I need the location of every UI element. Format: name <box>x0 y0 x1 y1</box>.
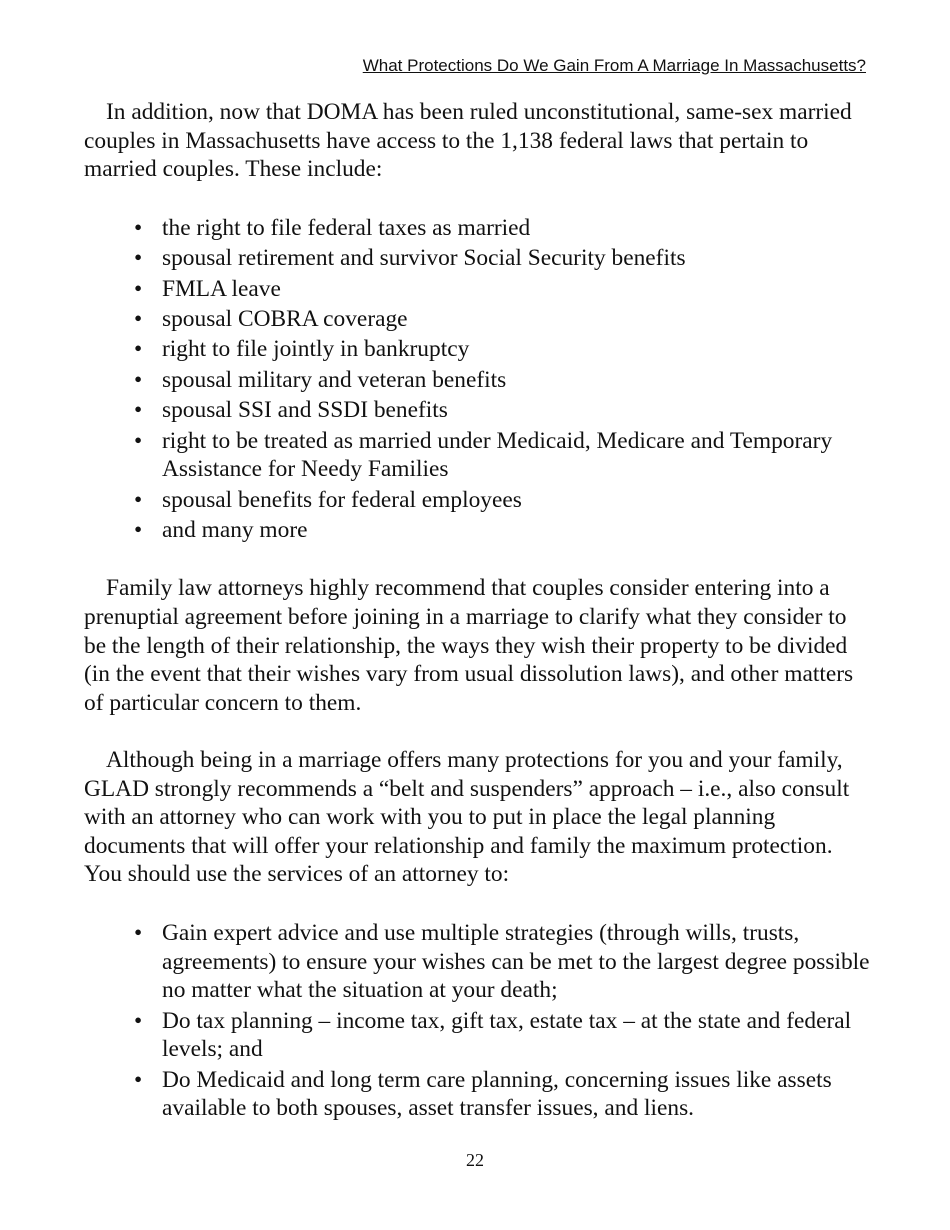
list-item <box>84 335 874 364</box>
bullet-icon: • <box>134 336 143 363</box>
bullet-icon: • <box>134 427 143 454</box>
bullet-icon: • <box>134 397 143 424</box>
list-item <box>84 919 874 1005</box>
page-content <box>84 98 874 1153</box>
list-item-text: and many more <box>162 516 308 543</box>
bullet-icon: • <box>134 1007 143 1034</box>
list-item-text: spousal COBRA coverage <box>162 305 408 332</box>
list-item <box>84 1066 874 1123</box>
list-item <box>84 1007 874 1064</box>
attorney-paragraph: Although being in a marriage offers many protections for you and your family, GLAD strongly recommends a “belt and suspenders” approach – i.e., also consult with an attorney who can work with you to put in place the legal planning documents that will offer your relationship and family the maximum protection. You should use the services of an attorney to: <box>84 747 850 888</box>
list-item <box>84 486 874 515</box>
list-item-text: spousal SSI and SSDI benefits <box>162 397 448 424</box>
bullet-icon: • <box>134 305 143 332</box>
list-item-text: FMLA leave <box>162 275 281 302</box>
list-item-text: spousal retirement and survivor Social Security benefits <box>162 245 686 272</box>
list-item <box>84 366 874 395</box>
list-item <box>84 244 874 273</box>
list-item <box>84 214 874 243</box>
attorney-services-list <box>84 919 874 1123</box>
list-item-text: Gain expert advice and use multiple strategies (through wills, trusts, agreements) to ensure your wishes can be met to the largest degree possible no matter what the situation at your death; <box>162 920 870 1004</box>
list-item <box>84 275 874 304</box>
intro-paragraph: In addition, now that DOMA has been ruled unconstitutional, same-sex married couples in Massachusetts have access to the 1,138 federal laws that pertain to married couples. These include: <box>84 99 852 183</box>
page-number: 22 <box>466 1150 484 1170</box>
bullet-icon: • <box>134 275 143 302</box>
list-item-text: right to be treated as married under Medicaid, Medicare and Temporary Assistance for Needy Families <box>162 427 833 483</box>
paragraph-spacer <box>84 717 874 746</box>
bullet-icon: • <box>134 245 143 272</box>
list-item-text: spousal benefits for federal employees <box>162 486 522 513</box>
list-item <box>84 427 874 484</box>
list-item-text: spousal military and veteran benefits <box>162 366 507 393</box>
bullet-icon: • <box>134 366 143 393</box>
list-item-text: Do Medicaid and long term care planning, concerning issues like assets available to both spouses, asset transfer issues, and liens. <box>162 1066 832 1122</box>
bullet-icon: • <box>134 486 143 513</box>
list-item <box>84 396 874 425</box>
bullet-icon: • <box>134 516 143 543</box>
prenup-paragraph: Family law attorneys highly recommend that couples consider entering into a prenuptial agreement before joining in a marriage to clarify what they consider to be the length of their relationship, the ways they wish their property to be divided (in the event that their wishes vary from usual dissolution laws), and other matters of particular concern to them. <box>84 575 854 716</box>
list-item <box>84 516 874 545</box>
bullet-icon: • <box>134 214 143 241</box>
list-item-text: right to file jointly in bankruptcy <box>162 336 470 363</box>
bullet-icon: • <box>134 1066 143 1093</box>
running-header: What Protections Do We Gain From A Marriage In Massachusetts? <box>362 56 866 75</box>
list-item-text: Do tax planning – income tax, gift tax, estate tax – at the state and federal levels; and <box>162 1007 852 1063</box>
bullet-icon: • <box>134 920 143 947</box>
list-item-text: the right to file federal taxes as married <box>162 214 531 241</box>
federal-benefits-list <box>84 214 874 545</box>
list-item <box>84 305 874 334</box>
